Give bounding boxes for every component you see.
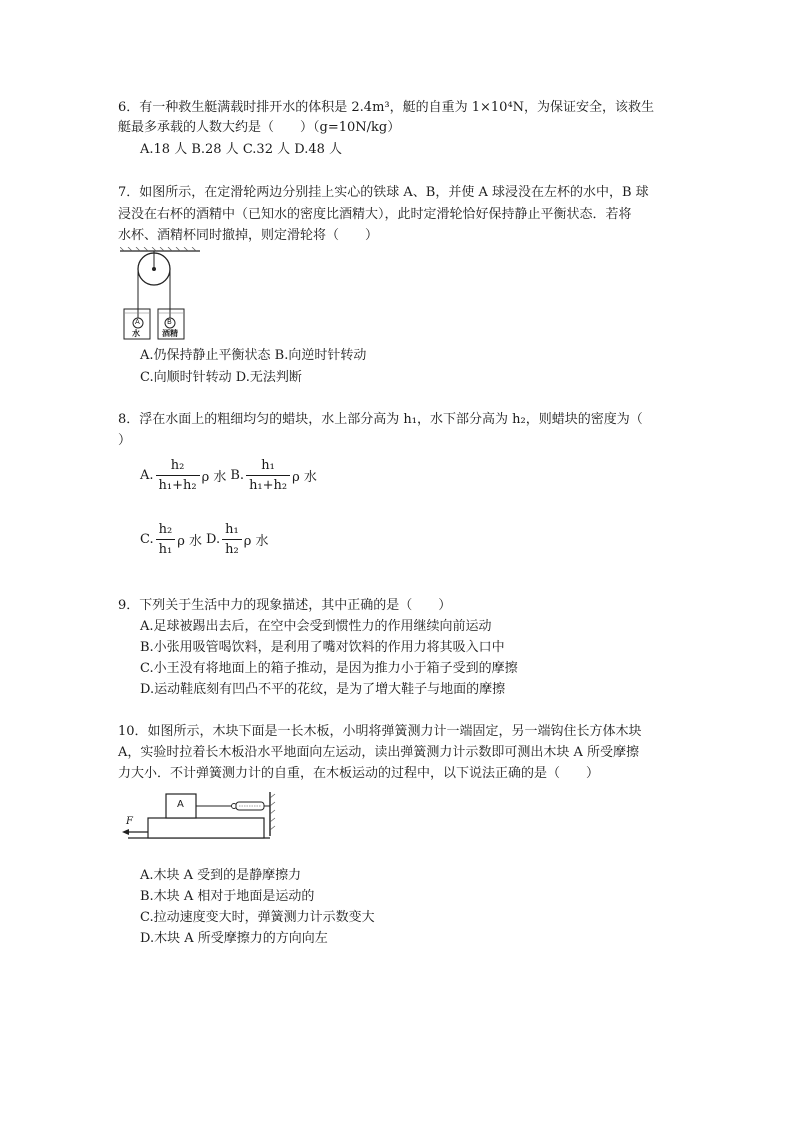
q8-opt-d-denominator: h₂ bbox=[225, 542, 239, 557]
q8-opt-c-numerator: h₂ bbox=[156, 522, 176, 540]
q9-option-c: C.小王没有将地面上的箱子推动，是因为推力小于箱子受到的摩擦 bbox=[140, 661, 518, 676]
q10-force-f-label: F bbox=[126, 816, 133, 827]
q9-option-d: D.运动鞋底刻有凹凸不平的花纹，是为了增大鞋子与地面的摩擦 bbox=[140, 682, 506, 697]
q9-option-a: A.足球被踢出去后，在空中会受到惯性力的作用继续向前运动 bbox=[140, 619, 492, 634]
q8-options-cd bbox=[140, 522, 268, 557]
q7-ball-a-label: A bbox=[135, 318, 140, 326]
q10-option-c: C.拉动速度变大时，弹簧测力计示数变大 bbox=[140, 910, 375, 925]
q8-opt-b-numerator: h₁ bbox=[246, 458, 290, 476]
q10-block-figure bbox=[120, 790, 280, 846]
q8-opt-d-rho: ρ 水 bbox=[243, 534, 269, 549]
q8-stem-line2: ） bbox=[118, 433, 132, 448]
q8-opt-b-denominator: h₁+h₂ bbox=[249, 478, 288, 493]
q7-options-line1: A.仍保持静止平衡状态 B.向逆时针转动 bbox=[140, 348, 367, 363]
q7-alcohol-label: 酒精 bbox=[162, 329, 178, 338]
q8-opt-b-rho: ρ 水 bbox=[292, 470, 317, 485]
q10-stem-line3: 力大小．不计弹簧测力计的自重，在木板运动的过程中，以下说法正确的是（ ） bbox=[118, 766, 600, 781]
q6-stem-line2: 艇最多承载的人数大约是（ ）（g=10N/kg） bbox=[118, 120, 401, 135]
q8-opt-a-numerator: h₂ bbox=[156, 458, 200, 476]
q8-opt-c-label: C. bbox=[140, 532, 154, 547]
q8-stem-line1: 8．浮在水面上的粗细均匀的蜡块，水上部分高为 h₁，水下部分高为 h₂，则蜡块的密度为（ bbox=[118, 412, 643, 427]
q7-stem-line1: 7．如图所示，在定滑轮两边分别挂上实心的铁球 A、B，并使 A 球浸没在左杯的水中，B 球 bbox=[118, 185, 649, 200]
q8-opt-d-label: D. bbox=[206, 532, 221, 547]
q10-option-b: B.木块 A 相对于地面是运动的 bbox=[140, 889, 315, 904]
q8-opt-a-rho: ρ 水 bbox=[201, 470, 227, 485]
q8-opt-a-denominator: h₁+h₂ bbox=[158, 478, 197, 493]
q8-opt-a-label: A. bbox=[140, 468, 154, 483]
q7-water-label: 水 bbox=[132, 329, 140, 338]
q7-stem-line2: 浸没在右杯的酒精中（已知水的密度比酒精大），此时定滑轮恰好保持静止平衡状态．若将 bbox=[118, 207, 632, 222]
q8-opt-c-fraction bbox=[156, 522, 176, 557]
q8-options-ab bbox=[140, 458, 317, 493]
q9-stem: 9．下列关于生活中力的现象描述，其中正确的是（ ） bbox=[118, 598, 452, 613]
q8-opt-b-fraction bbox=[246, 458, 290, 493]
q8-opt-d-fraction bbox=[222, 522, 242, 557]
q6-options: A.18 人 B.28 人 C.32 人 D.48 人 bbox=[140, 142, 343, 157]
q8-opt-a-fraction bbox=[156, 458, 200, 493]
q7-pulley-figure bbox=[120, 247, 200, 341]
q10-option-d: D.木块 A 所受摩擦力的方向向左 bbox=[140, 931, 328, 946]
q8-opt-c-rho: ρ 水 bbox=[177, 534, 202, 549]
q10-option-a: A.木块 A 受到的是静摩擦力 bbox=[140, 868, 302, 883]
q8-opt-d-numerator: h₁ bbox=[222, 522, 242, 540]
q10-stem-line2: A，实验时拉着长木板沿水平地面向左运动，读出弹簧测力计示数即可测出木块 A 所受摩擦 bbox=[118, 745, 640, 760]
q6-stem-line1: 6．有一种救生艇满载时排开水的体积是 2.4m³，艇的自重为 1×10⁴N，为保证安全，该救生 bbox=[118, 100, 655, 115]
q7-stem-line3: 水杯、酒精杯同时撤掉，则定滑轮将（ ） bbox=[118, 228, 379, 243]
q9-option-b: B.小张用吸管喝饮料，是利用了嘴对饮料的作用力将其吸入口中 bbox=[140, 640, 505, 655]
q7-ball-b-label: B bbox=[167, 318, 172, 326]
q7-options-line2: C.向顺时针转动 D.无法判断 bbox=[140, 370, 302, 385]
q10-stem-line1: 10．如图所示，木块下面是一长木板，小明将弹簧测力计一端固定，另一端钩住长方体木块 bbox=[118, 724, 642, 739]
q8-opt-c-denominator: h₁ bbox=[158, 542, 173, 557]
q10-block-a-label: A bbox=[177, 799, 184, 810]
q8-opt-b-label: B. bbox=[230, 468, 245, 483]
